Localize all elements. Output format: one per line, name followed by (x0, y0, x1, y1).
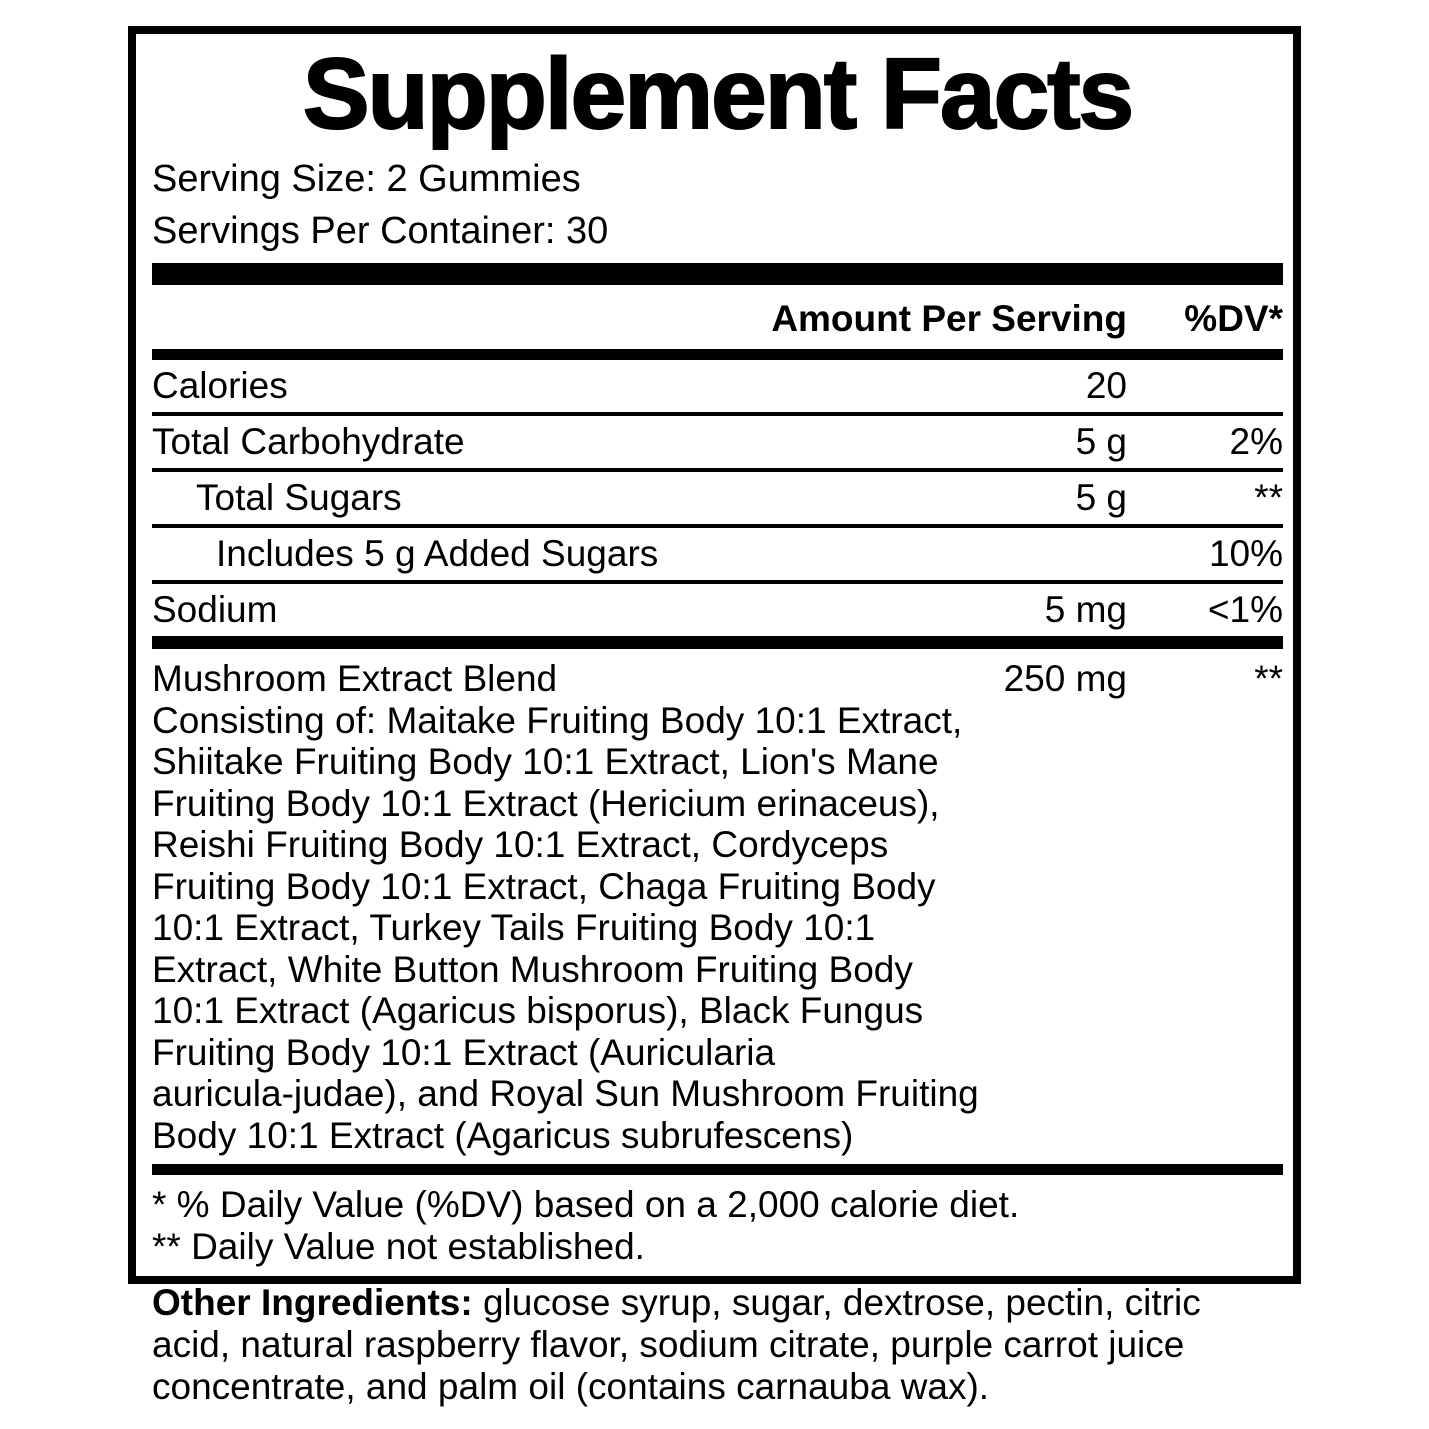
blend-description-line: Body 10:1 Extract (Agaricus subrufescens) (152, 1114, 854, 1156)
blend-description-line: Shiitake Fruiting Body 10:1 Extract, Lion's Mane (152, 741, 939, 782)
nutrient-name: Total Sugars (196, 477, 402, 518)
other-ingredients-line: acid, natural raspberry flavor, sodium citrate, purple carrot juice (152, 1324, 1185, 1365)
blend-description-line: Fruiting Body 10:1 Extract (Auricularia (152, 1031, 776, 1073)
servings-per-container-line: Servings Per Container: 30 (152, 210, 609, 252)
heavy-separator-bar-blend (152, 636, 1283, 649)
blend-amount: 250 mg (1003, 658, 1127, 699)
nutrient-row-calories (152, 360, 1283, 412)
medium-separator-bar-footnotes (152, 1164, 1283, 1175)
serving-size-line: Serving Size: 2 Gummies (152, 158, 581, 200)
blend-description-line: Consisting of: Maitake Fruiting Body 10:1 Extract, (152, 699, 963, 741)
thick-separator-bar-top (152, 263, 1283, 285)
nutrient-row-total-sugars (152, 472, 1283, 524)
nutrient-name: Includes 5 g Added Sugars (216, 533, 659, 574)
other-ingredients-line (152, 1282, 1302, 1324)
nutrient-amount: 5 mg (1044, 589, 1127, 630)
facts-header-row (152, 285, 1283, 349)
nutrient-amount: 5 g (1075, 421, 1127, 462)
footnote-daily-value: * % Daily Value (%DV) based on a 2,000 calorie diet. (152, 1184, 1020, 1225)
other-ingredients-line: concentrate, and palm oil (contains carnauba wax). (152, 1366, 990, 1407)
blend-description-line: Fruiting Body 10:1 Extract (Hericium erinaceus), (152, 782, 940, 824)
nutrient-dv: ** (1254, 477, 1283, 518)
percent-dv-header: %DV* (1184, 298, 1283, 339)
footnote-not-established: ** Daily Value not established. (152, 1226, 645, 1267)
blend-description-line: auricula-judae), and Royal Sun Mushroom Fruiting (152, 1073, 979, 1114)
supplement-facts-panel (128, 26, 1301, 1284)
blend-section (152, 649, 1283, 1164)
blend-description-line: Fruiting Body 10:1 Extract, Chaga Fruiting Body (152, 865, 936, 907)
blend-name: Mushroom Extract Blend (152, 658, 558, 699)
blend-description (152, 700, 1283, 1157)
panel-title: Supplement Facts (302, 38, 1133, 150)
nutrient-row-sodium (152, 584, 1283, 636)
blend-description-line: 10:1 Extract, Turkey Tails Fruiting Body 10:1 (152, 907, 876, 948)
nutrient-name: Sodium (152, 589, 278, 630)
blend-description-line: Reishi Fruiting Body 10:1 Extract, Cordyceps (152, 824, 889, 865)
other-ingredients-paragraph (152, 1282, 1302, 1408)
footnotes-section (152, 1175, 1283, 1276)
medium-separator-bar-header (152, 349, 1283, 360)
amount-per-serving-header: Amount Per Serving (771, 298, 1127, 339)
blend-description-line: Extract, White Button Mushroom Fruiting Body (152, 948, 913, 990)
nutrient-dv: 10% (1208, 533, 1283, 574)
nutrient-row-added-sugars (152, 528, 1283, 580)
nutrient-name: Calories (152, 365, 288, 406)
nutrient-amount: 20 (1085, 365, 1127, 406)
nutrient-dv: 2% (1229, 421, 1283, 462)
nutrient-dv: <1% (1207, 589, 1283, 630)
nutrient-amount: 5 g (1075, 477, 1127, 518)
blend-description-line: 10:1 Extract (Agaricus bisporus), Black Fungus (152, 990, 924, 1031)
other-ingredients-label: Other Ingredients: (152, 1282, 473, 1323)
blend-dv: ** (1254, 658, 1283, 699)
other-ingredients-text: glucose syrup, sugar, dextrose, pectin, citric (472, 1282, 1201, 1323)
blend-row (152, 649, 1283, 700)
nutrient-row-total-carbohydrate (152, 416, 1283, 468)
nutrient-name: Total Carbohydrate (152, 421, 465, 462)
